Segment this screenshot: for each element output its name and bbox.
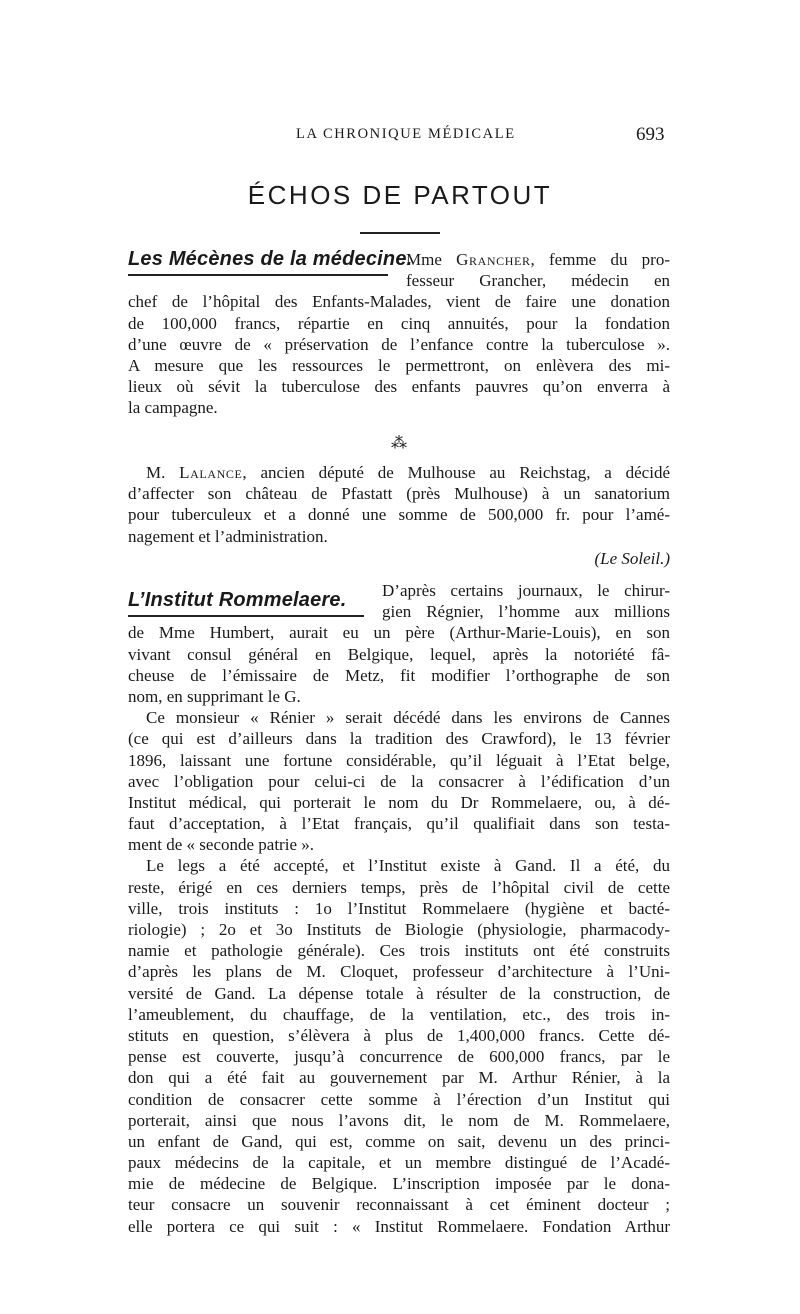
article1-name-grancher: Grancher [456,250,531,269]
running-header [0,126,800,150]
article2-heading-text: L’Institut Rommelaere. [128,589,347,611]
article2-line: pense est couverte, jusqu’à concurrence de 600,000 francs, par le [128,1047,670,1067]
article1-heading-text: Les Mécènes de la médecine. [128,248,413,270]
page-number: 693 [636,124,665,145]
article2-line: cheuse de l’émissaire de Metz, fit modifier l’orthographe de son [128,665,670,685]
article1-line: lieux où sévit la tuberculose des enfants pauvres qu’on enverra à [128,377,670,397]
article2-line: nom, en supprimant le G. [128,686,301,706]
article2-line: 1896, laissant une fortune considérable, qu’il léguait à l’Etat belge, [128,750,670,770]
article2-line: Ce monsieur « Rénier » serait décédé dans les environs de Cannes [146,708,670,728]
journal-title: LA CHRONIQUE MÉDICALE [296,126,516,142]
article2-line: stituts en question, s’élèvera à plus de 1,400,000 francs. Cette dé- [128,1025,670,1045]
article2-line: riologie) ; 2o et 3o Instituts de Biologie (physiologie, pharmacody- [128,920,670,939]
article2-line: paux médecins de la capitale, et un membre distingué de l’Acadé- [128,1153,670,1173]
article2-line: vivant consul général en Belgique, lequel, après la notoriété fâ- [128,644,670,664]
article2-line: elle portera ce qui suit : « Institut Rommelaere. Fondation Arthur [128,1216,670,1236]
article2-line: l’ameublement, du chauffage, de la ventilation, etc., des trois in- [128,1004,670,1024]
title-rule [360,232,440,234]
article2-line: teur consacre un souvenir reconnaissant à cet éminent docteur ; [128,1195,670,1215]
article2-line: porterait, ainsi que nous l’avons dit, le nom de M. Rommelaere, [128,1110,670,1130]
article1-line: la campagne. [128,398,218,418]
article1-name-lalance: Lalance [179,463,243,482]
source-citation: (Le Soleil.) [594,549,670,568]
article2-line: don qui a été fait au gouvernement par M. Arthur Rénier, à la [128,1068,670,1088]
asterism: ⁂ [391,435,407,452]
article1-line: chef de l’hôpital des Enfants-Malades, vient de faire une donation [128,292,670,312]
article1-first-line-rest: , femme du pro- [530,250,670,269]
article1-para2-rest: , ancien député de Mulhouse au Reichstag, a décidé [242,463,670,482]
article2-line: (ce qui est d’ailleurs dans la tradition des Crawford), le 13 février [128,729,670,749]
article1-line: de 100,000 francs, répartie en cinq annuités, pour la fondation [128,313,670,333]
article2-line: de Mme Humbert, aurait eu un père (Arthur-Marie-Louis), en son [128,623,670,643]
article2-line: Le legs a été accepté, et l’Institut existe à Gand. Il a été, du [146,856,670,876]
article2-line: condition de consacrer cette somme à l’érection d’un Institut qui [128,1089,670,1109]
article1-para2-line: d’affecter son château de Pfastatt (près Mulhouse) à un sanatorium [128,484,670,504]
article1-line: fesseur Grancher, médecin en [406,271,670,291]
article1-para2-line: nagement et l’administration. [128,526,328,546]
article1-first-line [128,249,670,270]
article2-line: mie de médecine de Belgique. L’inscription imposée par le dona- [128,1174,670,1194]
article2-line: reste, érigé en ces derniers temps, près de l’hôpital civil de cette [128,877,670,897]
section-title: ÉCHOS DE PARTOUT [247,180,553,210]
article2-line: ville, trois instituts : 1o l’Institut Rommelaere (hygiène et bacté- [128,898,670,918]
article1-title-prefix: Mme [406,250,457,269]
article1-para2-prefix: M. [146,463,180,482]
article1-line: d’une œuvre de « préservation de l’enfance contre la tuberculose ». [128,334,670,354]
article2-line: Institut médical, qui porterait le nom du Dr Rommelaere, ou, à dé- [128,792,670,812]
article2-line: namie et pathologie générale). Ces trois instituts ont été construits [128,941,670,961]
article2-line: ment de « seconde patrie ». [128,835,314,855]
article2-line: gien Régnier, l’homme aux millions [382,602,670,622]
article2-line: d’après les plans de M. Cloquet, professeur d’architecture à l’Uni- [128,962,670,982]
article1-para2-line: pour tuberculeux et a donné une somme de 500,000 fr. pour l’amé- [128,505,670,525]
article2-body [128,580,670,1237]
article2-line: versité de Gand. La dépense totale à résulter de la construction, de [128,983,670,1003]
article2-line: avec l’obligation pour celui-ci de la consacrer à l’édification d’un [128,771,670,791]
article1-para2-first-line [128,462,670,483]
article2-line: faut d’acceptation, à l’Etat français, qu’il qualifiait dans son testa- [128,814,670,834]
article1-line: A mesure que les ressources le permettront, on enlèvera des mi- [128,355,670,375]
article2-line: un enfant de Gand, qui est, comme on sait, devenu un des princi- [128,1131,670,1151]
article2-line: D’après certains journaux, le chirur- [382,581,670,600]
